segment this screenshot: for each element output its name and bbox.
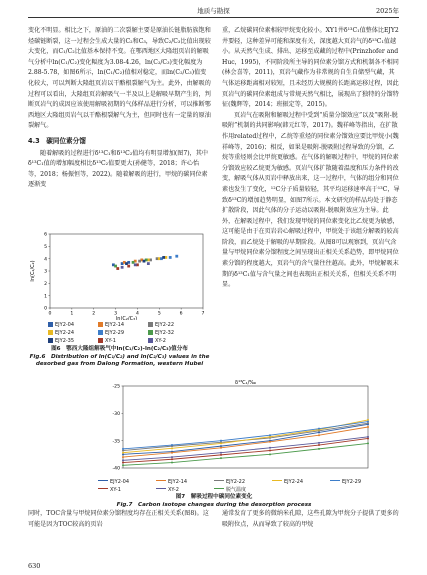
journal-year: 2025年 (375, 7, 399, 15)
legend-label: EJY2-29 (105, 330, 125, 336)
legend-item (48, 329, 98, 337)
data-point (162, 256, 165, 259)
x-tick-label: 7 (201, 311, 205, 317)
x-tick-label: 2 (92, 311, 96, 317)
legend-item (156, 486, 214, 494)
y-axis-label: ln(C₁/C₂) (30, 260, 36, 282)
data-point (269, 450, 271, 452)
data-point (269, 434, 271, 436)
legend-item (272, 478, 330, 486)
data-point (125, 262, 128, 265)
y-tick-label: 4 (44, 257, 47, 263)
figure-7-caption-en: Fig.7 Carbon isotope changes during the desorption process (116, 501, 312, 508)
data-point (171, 447, 173, 449)
legend-item (214, 486, 272, 494)
legend-label: EJY2-35 (55, 338, 75, 344)
legend-label: 脱气温度 (226, 487, 247, 493)
legend-item (148, 329, 198, 337)
legend-label: XY-2 (168, 487, 179, 493)
page-header (0, 0, 427, 22)
legend-line (214, 480, 224, 481)
legend-item (148, 337, 198, 345)
y-tick-label: 2 (44, 281, 47, 287)
legend-label: EJY2-22 (155, 322, 175, 328)
x-tick-label: 1 (70, 311, 74, 317)
legend-line (214, 488, 224, 489)
data-point (171, 444, 173, 446)
data-point (269, 441, 271, 443)
legend-item (98, 329, 148, 337)
data-point (220, 452, 222, 454)
paragraph: 随着解吸的过程进行δ¹³C₁和δ¹³C₂值均有明显增加(图7)，其中δ¹³C₁值的增加幅度相比δ¹³C₂值要更大(孙健等，2018；许心怡等，2018；杨振恒等，2022)。随着解吸的进行，甲烷的碳同位素逐渐变 (28, 149, 208, 189)
plot-frame (50, 234, 203, 308)
data-point (122, 462, 124, 464)
data-point (147, 262, 150, 265)
y-tick-label: 6 (44, 232, 47, 238)
data-point (367, 421, 369, 423)
y-tick-label: -35 (112, 439, 120, 445)
paragraph: 页岩气在吸附和解吸过程中受到“质量分馏效应”以及“吸附-脱吸附”机制的共同影响(韩元红等，2017)。魏祥峰等指出，在扩散作用related过程中，乙烷等重烃的同位素分馏效应要比甲烷小(魏祥峰等，2016)；相反，如果是吸附-脱吸附过程导致的分馏，乙烷等重烃则会比甲烷更敏感。在气体的解吸过程中，甲烷的同位素分馏效应较乙烷更为敏感。页岩气体扩散随着温度和压力条件的改变，解吸气体从页岩中释放出来，这一过程中，气体的组分和同位素也发生了变化，¹²C分子质量较轻，其平均运移速率高于¹³C，导致δ¹³C的增加趋势明显，如图7所示。本文研究的样品均处于静态扩散阶段，因此气体的分子运动以吸附-脱吸附效应为主导。此外，在解吸过程中，我们发现甲烷的同位素变化比乙烷更为敏感，这可能是由于在页岩岩心解吸过程中，甲烷处于该组分解吸的较高阶段，而乙烷处于解吸的早期阶段。从图8可以观察到，页岩气含量与甲烷同位素分馏程度之间呈现出正相关关系趋势，即甲烷同位素分馏的程度越大，页岩气的含气量往往越高。此外，甲烷解吸末期的δ¹³C₁值与含气量之间也表现出正相关关系，但相关关系不明显。 (222, 111, 400, 289)
data-point (318, 444, 320, 446)
y-tick-label: -30 (112, 411, 120, 417)
data-point (318, 448, 320, 450)
bottom-right-text: 通常发育了更多的微纳米孔隙，这些孔隙为甲烷分子提供了更多的吸附位点，从而导致了较高的甲烷 (222, 510, 399, 528)
legend-label: XY-1 (105, 338, 116, 344)
data-point (220, 457, 222, 459)
data-point (171, 462, 173, 464)
paragraph: 重，乙烷碳同位素相较甲烷变化较小。XY1井δ¹³C₁值整体比EJY2井要轻，这种差异可能和深度有关，深度越大页岩气的δ¹³C₁值越小。从天然气生成、排出、运移至成藏的过程中(Prinzhofer and Huc，1995)，不同阶段所主导的同位素分馏方式和机制各不相同(林会喜等，2011)，页岩气藏作为非常规的自生自储型气藏，其气体运移距离相对较短，且未经历大规模的长距离运移过程，因此页岩气的碳同位素组成与常规天然气相比，展现出了独特的分馏特征(魏辉等，2014；班振定等，2015)。 (222, 27, 399, 109)
data-point (220, 440, 222, 442)
legend-swatch (148, 330, 153, 335)
legend-item (156, 478, 214, 486)
figure-7-legend (98, 478, 388, 494)
data-point (220, 442, 222, 444)
data-point (127, 265, 130, 268)
legend-label: XY-1 (110, 487, 121, 493)
figure-7-caption-cn: 图7 解吸过程中碳同位素变化 (175, 494, 253, 500)
figure-7-caption (28, 494, 400, 509)
legend-item (98, 478, 156, 486)
data-point (169, 256, 172, 259)
legend-label: EJY2-24 (55, 330, 75, 336)
legend-line (330, 480, 340, 481)
y-tick-label: -40 (112, 466, 120, 472)
data-point (132, 261, 135, 264)
legend-swatch (98, 322, 103, 327)
legend-label: EJY2-14 (168, 479, 188, 485)
y-tick-label: 3 (44, 269, 47, 275)
data-point (122, 448, 124, 450)
data-point (122, 456, 124, 458)
data-point (121, 266, 124, 269)
data-point (138, 260, 141, 263)
data-point (122, 464, 124, 466)
legend-line (272, 480, 282, 481)
data-point (220, 454, 222, 456)
x-tick-label: 0 (48, 311, 52, 317)
figure-6-chart (28, 228, 211, 320)
legend-swatch (48, 338, 53, 343)
legend-swatch (148, 322, 153, 327)
legend-swatch (98, 338, 103, 343)
x-tick-label: 5 (157, 311, 161, 317)
legend-label: EJY2-29 (342, 479, 362, 485)
figure-7 (28, 380, 400, 508)
page-number: 630 (28, 562, 41, 570)
data-point (318, 442, 320, 444)
legend-line (156, 480, 166, 481)
paragraph: 变化不明显。相比之下，原油的二次裂解主要是原油长链脂肪族饱和烃碳链断裂，这一过程会生成大量的C₂和C₃，导致C₂/C₃比值出现较大变化，而C₁/C₂比值基本保持不变。在鄂西地区大隆组页岩的解吸气分析中ln(C₁/C₂)变化幅度为3.08-4.26，ln(C₂/C₃)变化幅度为2.88-5.78，如图6所示，ln(C₁/C₂)值相对稳定，而ln(C₂/C₃)值变化较大，可以判断大隆组页岩以干酪根裂解气为主。此外，由解吸的过程可以看出，大隆组页岩解吸气一半及以上是解吸早期产生的，判断页岩气的成因应该使用解吸初期的气体样品进行分析，可以推断鄂西地区大隆组页岩气以干酪根裂解气为主，但同时也有一定量的原油裂解气。 (28, 27, 211, 130)
legend-item (98, 486, 156, 494)
figure-6-legend (48, 321, 213, 345)
legend-label: EJY2-14 (105, 322, 125, 328)
x-tick-label: 4 (135, 311, 139, 317)
legend-item (98, 321, 148, 329)
series-line (123, 443, 368, 465)
figure-7-chart (28, 380, 400, 476)
legend-item (330, 478, 388, 486)
figure-6 (28, 228, 211, 368)
data-point (116, 267, 119, 270)
legend-line (156, 488, 166, 489)
legend-line (98, 488, 108, 489)
data-point (367, 442, 369, 444)
data-point (367, 436, 369, 438)
data-point (269, 453, 271, 455)
legend-swatch (48, 322, 53, 327)
data-point (220, 447, 222, 449)
legend-item (148, 321, 198, 329)
left-column (28, 26, 211, 191)
y-tick-label: -25 (112, 384, 120, 390)
figure-6-caption-en: Fig.6 Distribution of ln(C₁/C₂) and ln(C₂/C₃) values in the desorbed gas from Dalong Formation, western Hubei (29, 353, 210, 367)
data-point (122, 452, 124, 454)
legend-swatch (148, 338, 153, 343)
data-point (122, 459, 124, 461)
header-rule (28, 17, 399, 18)
legend-line (98, 480, 108, 481)
legend-label: EJY2-24 (284, 479, 304, 485)
legend-item (48, 321, 98, 329)
y-tick-label: 5 (44, 244, 47, 250)
legend-label: EJY2-22 (226, 479, 246, 485)
figure-6-caption (28, 346, 211, 369)
legend-label: EJY2-04 (110, 479, 130, 485)
x-tick-label: 6 (179, 311, 183, 317)
data-point (143, 260, 146, 263)
legend-label: EJY2-04 (55, 322, 75, 328)
data-point (171, 452, 173, 454)
section-heading: 4.3 碳同位素分馏 (28, 136, 86, 145)
right-column (222, 26, 400, 291)
legend-swatch (98, 330, 103, 335)
legend-swatch (48, 330, 53, 335)
data-point (171, 456, 173, 458)
data-point (318, 434, 320, 436)
figure-6-caption-cn: 图6 鄂西大隆组解吸气中ln(C₁/C₂)-ln(C₂/C₃)值分布 (51, 346, 188, 352)
data-point (171, 458, 173, 460)
data-point (269, 447, 271, 449)
y-tick-label: 1 (44, 294, 47, 300)
data-point (134, 263, 137, 266)
legend-label: XY-2 (155, 338, 166, 344)
data-point (175, 255, 178, 258)
x-axis-label: ln(C₂/C₃) (115, 316, 138, 320)
journal-title: 地质与勘探 (197, 7, 230, 15)
data-point (367, 426, 369, 428)
data-point (114, 265, 117, 268)
y-tick-label: 0 (44, 306, 47, 312)
legend-item (48, 337, 98, 345)
y-axis-label: δ¹³C₁/‰ (235, 380, 256, 386)
legend-label: EJY2-32 (155, 330, 175, 336)
legend-item (98, 337, 148, 345)
legend-item (214, 478, 272, 486)
x-tick-label: 3 (114, 311, 118, 317)
bottom-left-text: 同时，TOC含量与甲烷同位素分馏程度均存在正相关关系(图8)。这可能是因为TOC较高的页岩 (28, 510, 209, 528)
data-point (318, 428, 320, 430)
